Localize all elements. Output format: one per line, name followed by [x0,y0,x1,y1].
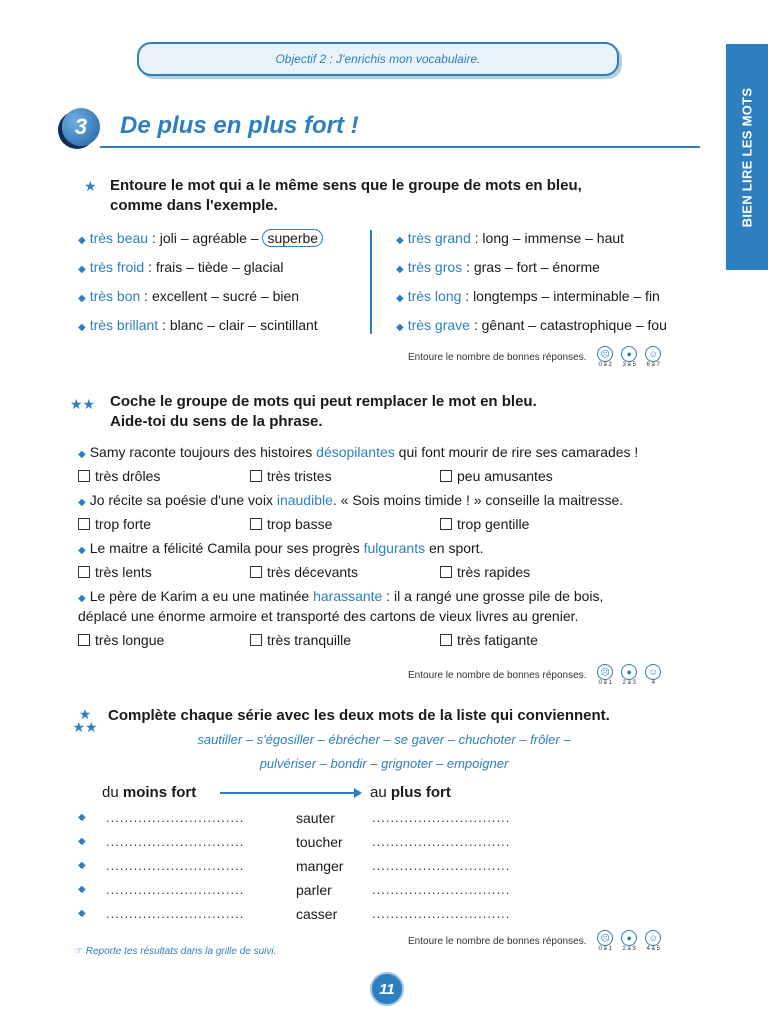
checkbox[interactable] [78,634,90,646]
answer-blank-left[interactable]: .............................. [106,810,245,825]
pointing-hand-icon: ☞ [74,946,83,957]
checkbox-option[interactable]: très lents [78,564,152,580]
checkbox-option[interactable]: très drôles [78,468,160,484]
series-middle-word: toucher [296,834,343,850]
ex1-options: : gras – fort – énorme [462,259,600,275]
ex2-blue-word: inaudible [276,492,333,508]
checkbox-option[interactable]: très fatigante [440,632,538,648]
side-tab [726,44,768,270]
checkbox-option[interactable]: trop gentille [440,516,529,532]
checkbox[interactable] [440,470,452,482]
ex2-sentence: ◆ Le maitre a félicité Camila pour ses progrès fulgurants en sport. [78,540,484,556]
checkbox-option[interactable]: très tranquille [250,632,351,648]
answer-blank-right[interactable]: .............................. [372,834,511,849]
checkbox[interactable] [440,566,452,578]
diamond-icon: ◆ [396,235,404,246]
ex1-options: : long – immense – haut [470,230,625,246]
ex2-blue-word: fulgurants [363,540,426,556]
checkbox[interactable] [250,566,262,578]
checkbox-option[interactable]: très tristes [250,468,332,484]
checkbox-option[interactable]: très décevants [250,564,358,580]
diamond-icon: ◆ [78,235,86,246]
ex1-instruction-line2: comme dans l'exemple. [110,197,278,214]
sad-face-icon[interactable]: ☹ 0 à 1 [597,930,613,953]
ex1-left-row [78,317,318,333]
column-separator [370,230,372,334]
series-middle-word: manger [296,858,344,874]
ex1-left-row [78,288,299,304]
answer-blank-left[interactable]: .............................. [106,834,245,849]
ex1-term: très bon [89,288,141,304]
exercise-number: 3 [74,114,88,139]
ex3-to-label: au plus fort [370,784,451,801]
diamond-icon: ◆ [78,449,86,460]
ex2-instruction [110,392,537,432]
sad-face-icon[interactable]: ☹ 0 à 1 [597,664,613,687]
ex1-left-row [78,230,323,246]
ex2-instruction-line2: Aide-toi du sens de la phrase. [110,413,323,430]
ex2-sentence: ◆ Samy raconte toujours des histoires désopilantes qui font mourir de rire ses camarades ! [78,444,639,460]
ex1-instruction [110,176,582,216]
answer-blank-left[interactable]: .............................. [106,906,245,921]
ex1-options: : excellent – sucré – bien [140,288,300,304]
checkbox[interactable] [440,518,452,530]
ex1-instruction-line1: Entoure le mot qui a le même sens que le groupe de mots en bleu, [110,177,582,194]
double-star-icon: ★★ [70,396,96,412]
series-middle-word: casser [296,906,338,922]
ex1-right-row [396,288,660,304]
page-number-badge [370,972,404,1006]
score-label: Entoure le nombre de bonnes réponses. [408,936,587,948]
side-tab-label: BIEN LIRE LES MOTS [739,87,755,227]
ex1-options: : blanc – clair – scintillant [158,317,318,333]
diamond-icon: ◆ [78,884,86,895]
diamond-icon: ◆ [78,264,86,275]
ex1-term: très brillant [89,317,159,333]
ex1-options: : longtemps – interminable – fin [461,288,660,304]
ex1-term: très grave [407,317,470,333]
happy-face-icon[interactable]: ☺ 6 à 7 [645,346,661,369]
ex2-sentence: ◆ Jo récite sa poésie d'une voix inaudible. « Sois moins timide ! » conseille la maitresse. [78,492,624,508]
checkbox[interactable] [250,518,262,530]
exercise-number-badge [62,108,100,146]
star-icon: ★ [84,178,97,194]
ex1-right-row [396,317,667,333]
ex1-score [408,346,661,369]
ex3-wordlist-line2: pulvériser – bondir – grignoter – empoigner [259,756,509,771]
ex1-term: très long [407,288,462,304]
diamond-icon: ◆ [396,293,404,304]
diamond-icon: ◆ [78,812,86,823]
diamond-icon: ◆ [78,545,86,556]
ex2-score [408,664,661,687]
answer-blank-left[interactable]: .............................. [106,882,245,897]
triple-star-icon: ★ ★★ [72,706,98,735]
objective-text: Objectif 2 : J'enrichis mon vocabulaire. [275,52,481,66]
diamond-icon: ◆ [78,860,86,871]
ex3-instruction: Complète chaque série avec les deux mots de la liste qui conviennent. [108,707,610,724]
checkbox-option[interactable]: peu amusantes [440,468,553,484]
ex1-term: très gros [407,259,463,275]
ex1-options: : joli – agréable – [148,230,263,246]
page-title: De plus en plus fort ! [120,112,359,139]
series-middle-word: parler [296,882,332,898]
series-middle-word: sauter [296,810,335,826]
ex1-left-row [78,259,283,275]
checkbox[interactable] [440,634,452,646]
neutral-face-icon[interactable]: ● 3 à 5 [621,346,637,369]
diamond-icon: ◆ [78,836,86,847]
ex2-blue-word: harassante [313,588,383,604]
ex2-sentence: ◆ Le père de Karim a eu une matinée harassante : il a rangé une grosse pile de bois, [78,588,604,604]
ex3-wordlist-line1: sautiller – s'égosiller – ébrécher – se gaver – chuchoter – frôler – [197,732,571,747]
answer-blank-right[interactable]: .............................. [372,906,511,921]
diamond-icon: ◆ [78,293,86,304]
ex1-example-answer: superbe [262,229,323,247]
checkbox-option[interactable]: très longue [78,632,164,648]
answer-blank-right[interactable]: .............................. [372,858,511,873]
ex2-sentence-continued: déplacé une énorme armoire et transporté des cartons de vieux livres au grenier. [78,608,579,624]
checkbox[interactable] [78,566,90,578]
ex1-right-row [396,230,624,246]
ex2-blue-word: désopilantes [316,444,395,460]
diamond-icon: ◆ [78,593,86,604]
ex1-options: : frais – tiède – glacial [144,259,284,275]
checkbox[interactable] [250,634,262,646]
ex1-term: très beau [89,230,149,246]
ex3-from-label: du moins fort [102,784,197,801]
title-underline [100,146,700,148]
score-label: Entoure le nombre de bonnes réponses. [408,670,587,682]
checkbox[interactable] [78,470,90,482]
neutral-face-icon[interactable]: ● 2 à 3 [621,930,637,953]
objective-banner [137,42,619,76]
sad-face-icon[interactable]: ☹ 0 à 2 [597,346,613,369]
checkbox[interactable] [250,470,262,482]
arrow-right-icon [220,792,360,794]
diamond-icon: ◆ [78,322,86,333]
checkbox-option[interactable]: très rapides [440,564,530,580]
follow-up-note-text: Reporte tes résultats dans la grille de suivi. [85,946,277,957]
follow-up-note [74,946,276,957]
checkbox-option[interactable]: trop forte [78,516,151,532]
happy-face-icon[interactable]: ☺ 4 [645,664,661,687]
happy-face-icon[interactable]: ☺ 4 à 5 [645,930,661,953]
diamond-icon: ◆ [78,908,86,919]
ex1-term: très froid [89,259,145,275]
answer-blank-right[interactable]: .............................. [372,882,511,897]
answer-blank-left[interactable]: .............................. [106,858,245,873]
diamond-icon: ◆ [396,264,404,275]
neutral-face-icon[interactable]: ● 2 à 3 [621,664,637,687]
checkbox-option[interactable]: trop basse [250,516,332,532]
ex2-instruction-line1: Coche le groupe de mots qui peut remplacer le mot en bleu. [110,393,537,410]
ex1-options: : gênant – catastrophique – fou [469,317,667,333]
checkbox[interactable] [78,518,90,530]
page-number: 11 [379,980,395,998]
score-label: Entoure le nombre de bonnes réponses. [408,352,587,364]
diamond-icon: ◆ [78,497,86,508]
ex1-term: très grand [407,230,471,246]
answer-blank-right[interactable]: .............................. [372,810,511,825]
ex3-score [408,930,661,953]
ex1-right-row [396,259,600,275]
diamond-icon: ◆ [396,322,404,333]
